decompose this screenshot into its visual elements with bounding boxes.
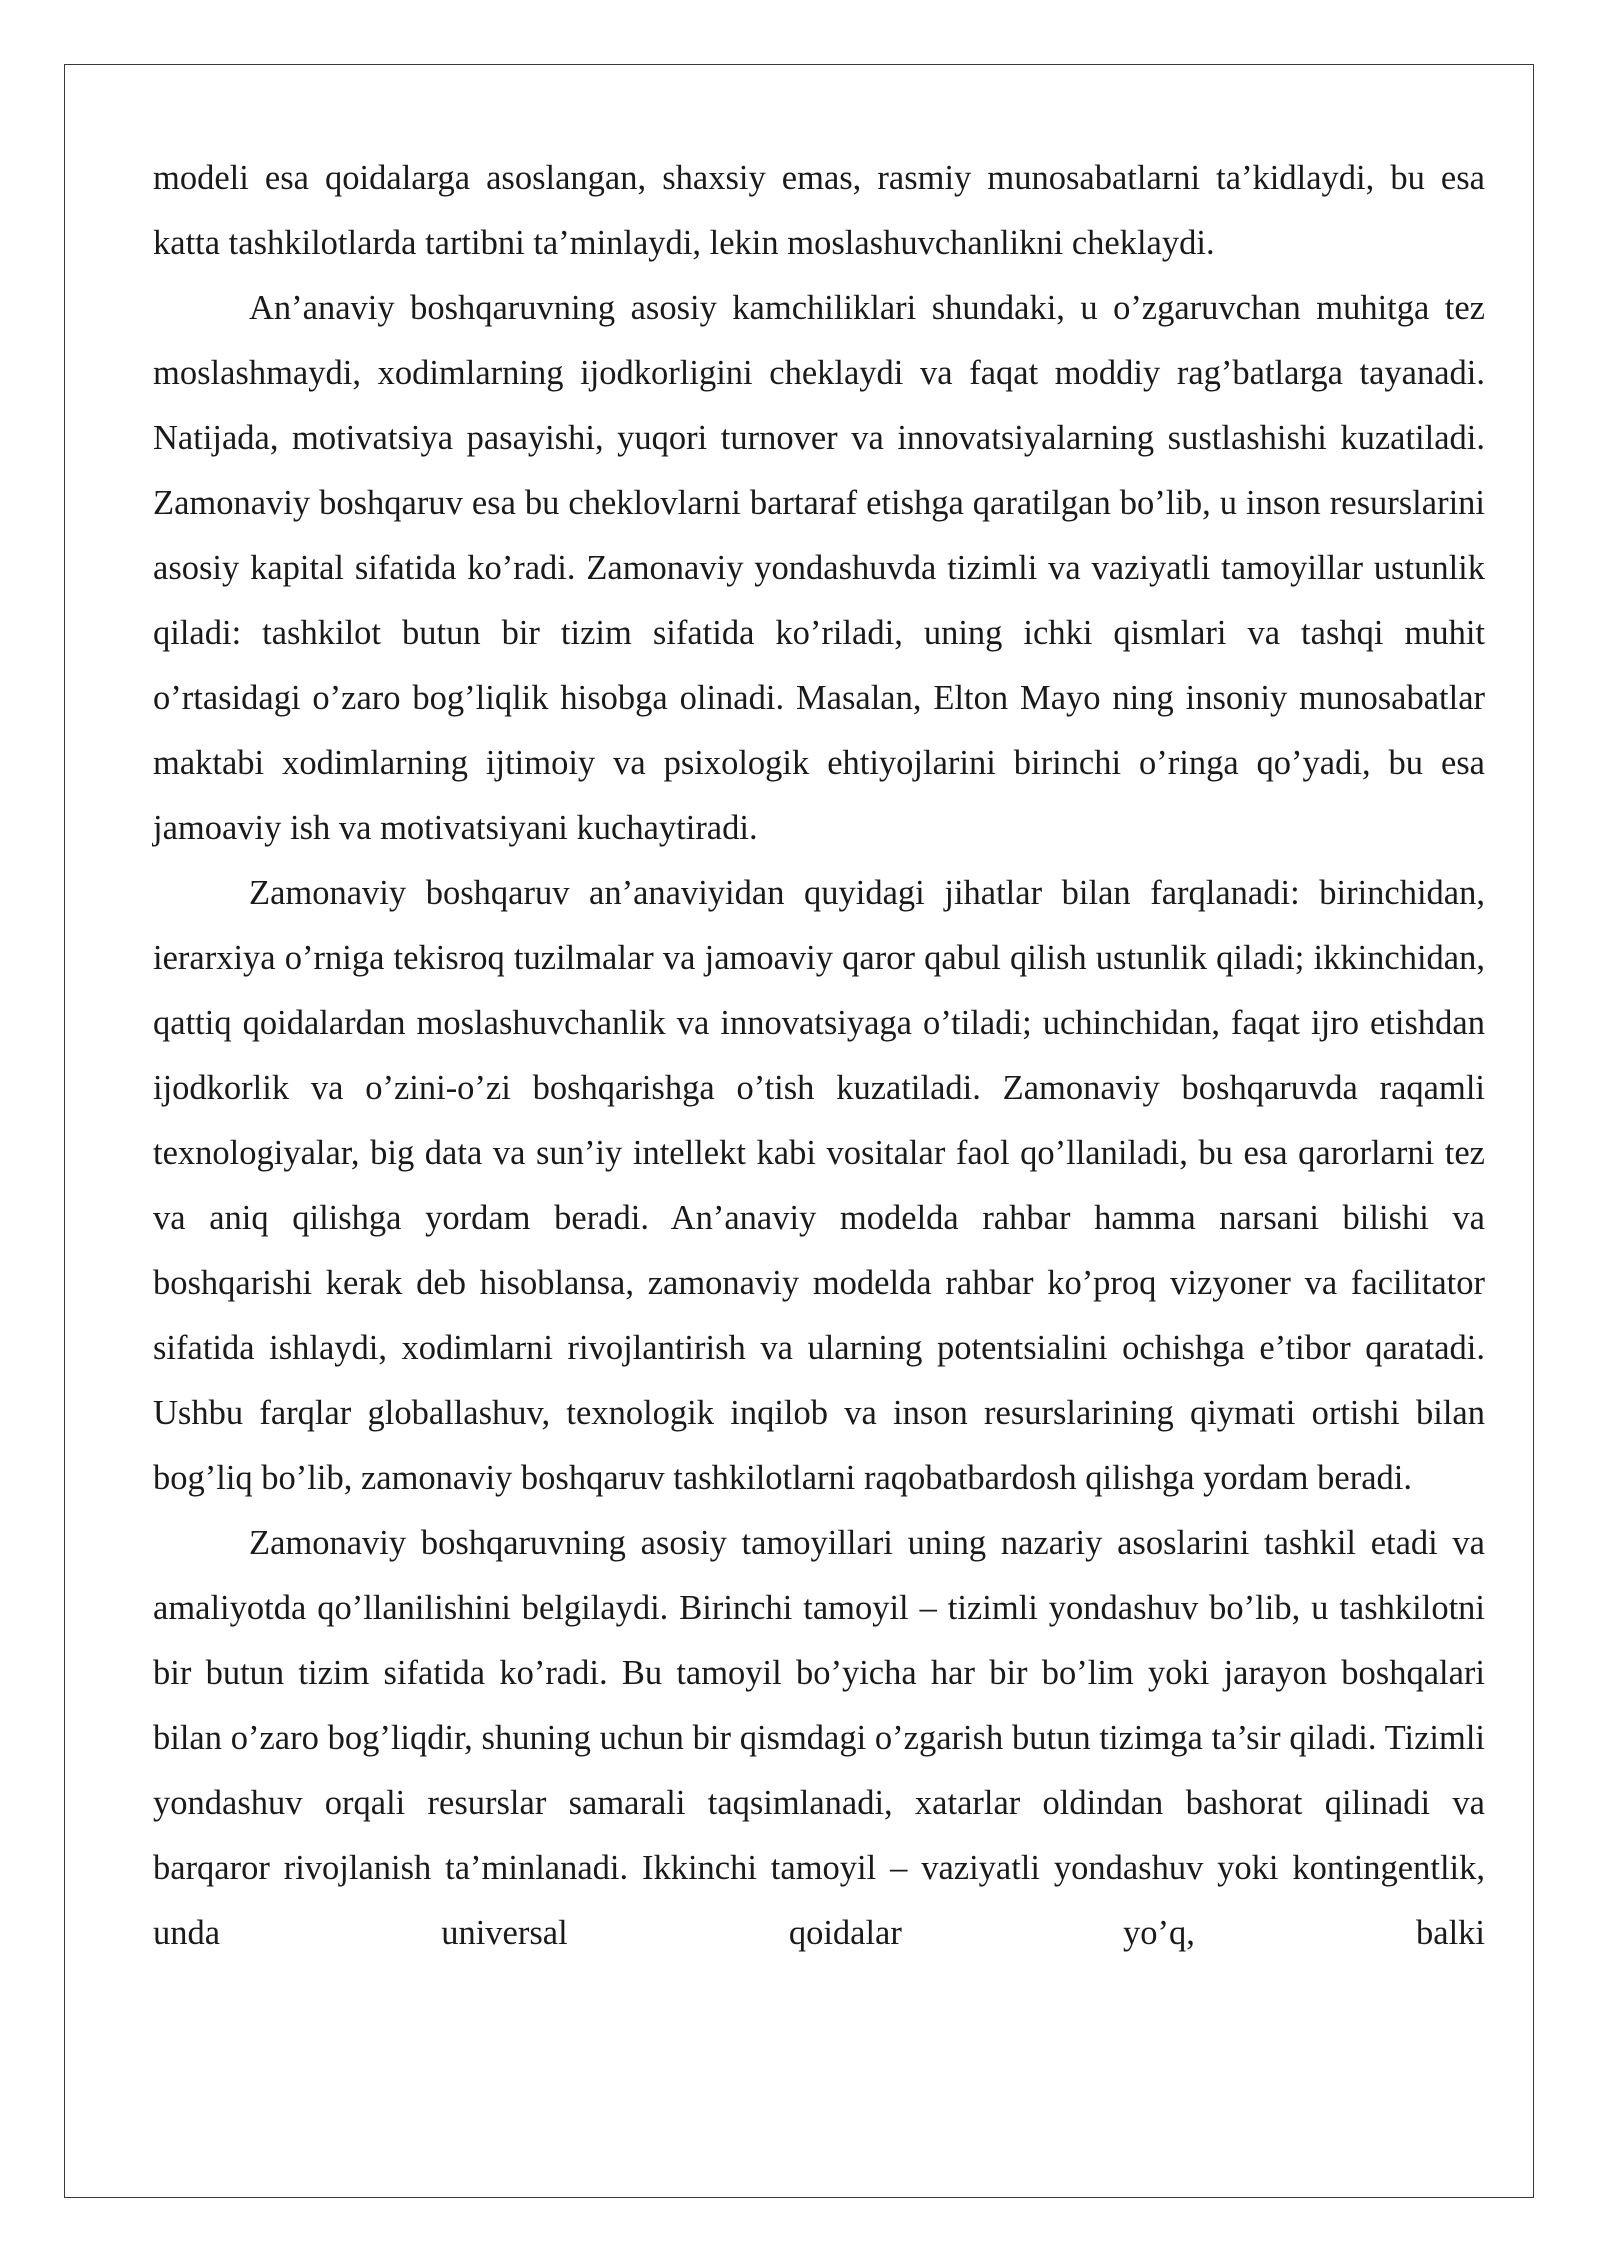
paragraph-3: Zamonaviy boshqaruv an’anaviyidan quyidagi jihatlar bilan farqlanadi: birinchidan, ierarxiya o’rniga tekisroq tuzilmalar va jamoaviy qaror qabul qilish ustunlik qiladi; ikkinchidan, qattiq qoidalardan moslashuvchanlik va innovatsiyaga o’tiladi; uchinchidan, faqat ijro etishdan ijodkorlik va o’zini-o’zi boshqarishga o’tish kuzatiladi. Zamonaviy boshqaruvda raqamli texnologiyalar, big data va sun’iy intellekt kabi vositalar faol qo’llaniladi, bu esa qarorlarni tez va aniq qilishga yordam beradi. An’anaviy modelda rahbar hamma narsani bilishi va boshqarishi kerak deb hisoblansa, zamonaviy modelda rahbar ko’proq vizyoner va facilitator sifatida ishlaydi, xodimlarni rivojlantirish va ularning potentsialini ochishga e’tibor qaratadi. Ushbu farqlar globallashuv, texnologik inqilob va inson resurslarining qiymati ortishi bilan bog’liq bo’lib, zamonaviy boshqaruv tashkilotlarni raqobatbardosh qilishga yordam beradi. xyxy=(153,874,1485,1497)
paragraph-2: An’anaviy boshqaruvning asosiy kamchiliklari shundaki, u o’zgaruvchan muhitga tez moslashmaydi, xodimlarning ijodkorligini cheklaydi va faqat moddiy rag’batlarga tayanadi. Natijada, motivatsiya pasayishi, yuqori turnover va innovatsiyalarning sustlashishi kuzatiladi. Zamonaviy boshqaruv esa bu cheklovlarni bartaraf etishga qaratilgan bo’lib, u inson resurslarini asosiy kapital sifatida ko’radi. Zamonaviy yondashuvda tizimli va vaziyatli tamoyillar ustunlik qiladi: tashkilot butun bir tizim sifatida ko’riladi, uning ichki qismlari va tashqi muhit o’rtasidagi o’zaro bog’liqlik hisobga olinadi. Masalan, Elton Mayo ning insoniy munosabatlar maktabi xodimlarning ijtimoiy va psixologik ehtiyojlarini birinchi o’ringa qo’yadi, bu esa jamoaviy ish va motivatsiyani kuchaytiradi. xyxy=(153,289,1485,847)
document-body xyxy=(153,146,1485,1966)
paragraph-1: modeli esa qoidalarga asoslangan, shaxsiy emas, rasmiy munosabatlarni ta’kidlaydi, bu esa katta tashkilotlarda tartibni ta’minlaydi, lekin moslashuvchanlikni cheklaydi. xyxy=(153,159,1485,262)
paragraph-4: Zamonaviy boshqaruvning asosiy tamoyillari uning nazariy asoslarini tashkil etadi va amaliyotda qo’llanilishini belgilaydi. Birinchi tamoyil – tizimli yondashuv bo’lib, u tashkilotni bir butun tizim sifatida ko’radi. Bu tamoyil bo’yicha har bir bo’lim yoki jarayon boshqalari bilan o’zaro bog’liqdir, shuning uchun bir qismdagi o’zgarish butun tizimga ta’sir qiladi. Tizimli yondashuv orqali resurslar samarali taqsimlanadi, xatarlar oldindan bashorat qilinadi va barqaror rivojlanish ta’minlanadi. Ikkinchi tamoyil – vaziyatli yondashuv yoki kontingentlik, unda universal qoidalar yo’q, balki xyxy=(153,1524,1485,1952)
